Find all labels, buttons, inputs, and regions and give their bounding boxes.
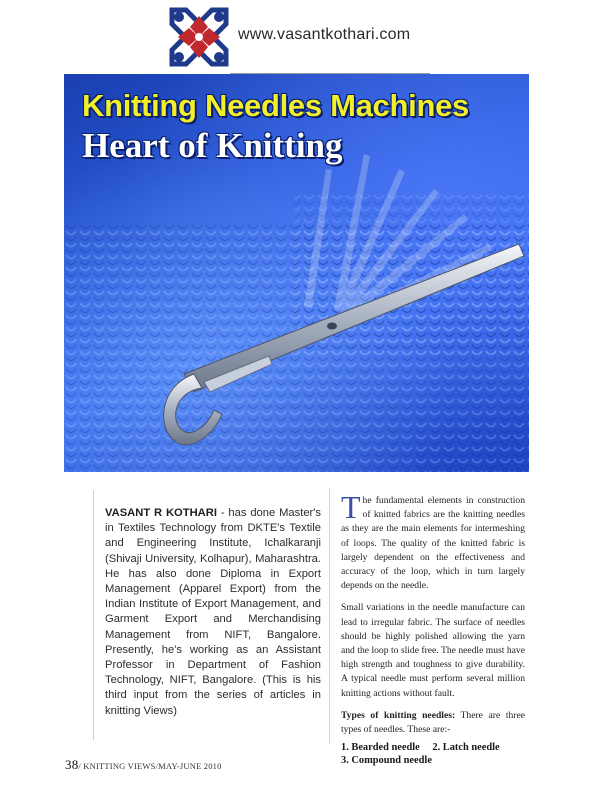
dropcap: T — [341, 489, 361, 525]
needle-type-list — [341, 741, 525, 767]
hero-banner — [64, 74, 529, 472]
column-divider — [329, 488, 330, 744]
types-text: There are three types of needles. These are:- — [341, 709, 525, 736]
needle-type-item: 1. Bearded needle — [341, 742, 420, 754]
author-bio-text: - has done Master's in Textiles Technology from DKTE's Textile and Engineering Institute, Ichalkaranji (Shivaji University, Kolhapur), Maharashtra. He has also done Diploma in Export Management (Apparel Export) from the Indian Institute of Export Management, and Garment Export and Merchandising Management from NIFT, Bangalore. Presently, he's working as an Assistant Professor in Department of Fashion Technology, NIFT, Bangalore. (This is his third input from the series of articles in knitting Views) — [105, 507, 321, 717]
needle-type-item: 2. Latch needle — [432, 742, 500, 754]
article-body — [341, 489, 525, 767]
article-paragraph-1-text: he fundamental elements in construction of knitted fabrics are the knitting needles as they are the main elements for intermeshing of loops. The quality of the knitted fabric is largely dependent on the effectiveness and accuracy of the loop, which in turn largely depends on the needle. — [341, 495, 525, 592]
article-paragraph-2: Small variations in the needle manufacture can lead to irregular fabric. The surface of needles should be highly polished allowing the yarn and the loop to slide free. The needle must have high strength and toughness to give durability. A typical needle must perform several million knitting actions without fault. — [341, 602, 525, 699]
author-name: VASANT R KOTHARI — [105, 507, 217, 519]
page-number: 38 — [65, 757, 79, 772]
vk-knot-logo-icon — [168, 6, 230, 68]
types-label: Types of knitting needles: — [341, 709, 456, 721]
needle-type-item: 3. Compound needle — [341, 755, 432, 767]
author-bio — [105, 506, 321, 719]
headline-secondary: Heart of Knitting — [82, 126, 343, 165]
article-paragraph-3 — [341, 709, 525, 737]
publication-info: / KNITTING VIEWS/MAY-JUNE 2010 — [78, 761, 222, 771]
page-footer — [65, 757, 222, 773]
article-paragraph-1 — [341, 489, 525, 593]
headline-primary: Knitting Needles Machines — [82, 88, 469, 123]
site-url[interactable]: www.vasantkothari.com — [238, 26, 411, 43]
bio-divider — [93, 490, 94, 740]
